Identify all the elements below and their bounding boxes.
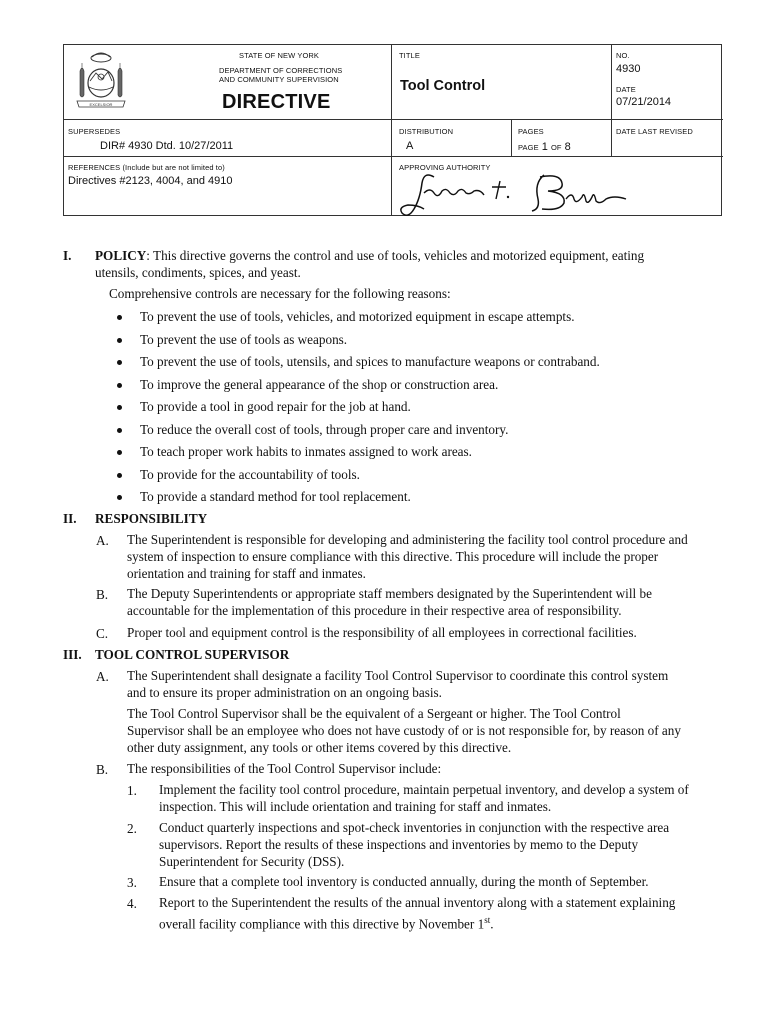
section-heading: RESPONSIBILITY (95, 511, 208, 526)
paragraph-line: Proper tool and equipment control is the responsibility of all employees in correctional facilities. (127, 625, 637, 640)
supersedes-label: SUPERSEDES (68, 127, 121, 136)
page-indicator (518, 141, 571, 153)
list-item: To prevent the use of tools as weapons. (140, 331, 348, 347)
punctuation: . (490, 916, 494, 932)
title-label: TITLE (399, 51, 420, 60)
list-item: To provide a tool in good repair for the job at hand. (140, 399, 411, 414)
signature-image (394, 169, 634, 219)
page-prefix: PAGE (518, 143, 539, 152)
bullet-icon (117, 473, 122, 478)
policy-text: utensils, condiments, spices, and yeast. (95, 265, 301, 280)
divider (64, 156, 723, 157)
paragraph-line: Supervisor shall be an employee who does not have custody of or is not responsible for, by reason of any (127, 723, 681, 738)
list-item: To prevent the use of tools, vehicles, and motorized equipment in escape attempts. (140, 309, 575, 324)
paragraph-line: The Tool Control Supervisor shall be the equivalent of a Sergeant or higher. The Tool Control (127, 706, 621, 721)
item-number: 1. (127, 783, 137, 798)
list-item-line: Ensure that a complete tool inventory is conducted annually, during the month of September. (159, 874, 649, 889)
list-item: To improve the general appearance of the shop or construction area. (140, 376, 499, 392)
date-label: DATE (616, 85, 636, 94)
divider (611, 45, 612, 156)
paragraph-line: system of inspection to ensure compliance with this directive. This procedure will include the proper (127, 549, 659, 564)
section-number: II. (63, 511, 77, 526)
item-label: A. (96, 669, 109, 684)
distribution-label: DISTRIBUTION (399, 127, 454, 136)
policy-paragraph-line (95, 248, 644, 265)
state-seal-icon (72, 51, 130, 113)
divider (511, 119, 512, 156)
references-label: REFERENCES (Include but are not limited to) (68, 163, 225, 172)
item-number: 4. (127, 896, 137, 911)
department-line-2: AND COMMUNITY SUPERVISION (219, 75, 339, 84)
paragraph-line: The Deputy Superintendents or appropriate staff members designated by the Superintendent will be (127, 586, 652, 601)
number-label: NO. (616, 51, 630, 60)
bullet-icon (117, 495, 122, 500)
supersedes-value: DIR# 4930 Dtd. 10/27/2011 (100, 140, 234, 152)
list-item-line: supervisors. Report the results of these inspections and inventories by memo to the Deputy (159, 837, 639, 852)
list-item: To provide a standard method for tool replacement. (140, 489, 411, 504)
list-item-line: Conduct quarterly inspections and spot-check inventories in conjunction with the respective area (159, 820, 670, 835)
directive-header (63, 44, 722, 216)
section-heading: POLICY (95, 248, 147, 263)
superscript: st (484, 915, 491, 925)
bullet-icon (117, 338, 122, 343)
item-number: 3. (127, 875, 137, 890)
item-label: B. (96, 587, 109, 602)
page-total: 8 (564, 141, 571, 153)
section-number: III. (63, 647, 82, 662)
bullet-icon (117, 450, 122, 455)
item-label: B. (96, 762, 109, 777)
page-of: OF (550, 143, 562, 152)
paragraph-line: The Superintendent is responsible for developing and administering the facility tool control procedure and (127, 532, 688, 547)
page-number: 1 (541, 141, 548, 153)
divider (64, 119, 723, 120)
paragraph-line: other duty assignment, any tools or other items covered by this directive. (127, 740, 512, 755)
list-item: To teach proper work habits to inmates assigned to work areas. (140, 444, 472, 459)
list-item: To reduce the overall cost of tools, through proper care and inventory. (140, 421, 509, 437)
list-item-line: Superintendent for Security (DSS). (159, 854, 345, 869)
date-revised-label: DATE LAST REVISED (616, 127, 693, 136)
list-item-line: Report to the Superintendent the results of the annual inventory along with a statement explaining (159, 895, 676, 910)
distribution-value: A (406, 140, 414, 152)
department-line-1: DEPARTMENT OF CORRECTIONS (219, 66, 343, 75)
divider (391, 45, 392, 216)
section-number: I. (63, 248, 72, 263)
policy-text: : This directive governs the control and use of tools, vehicles and motorized equipment, eating (146, 248, 645, 263)
list-item: To prevent the use of tools, utensils, and spices to manufacture weapons or contraband. (140, 354, 600, 369)
list-item-line: inspection. This will include orientation and training for staff and inmates. (159, 799, 552, 814)
list-item-text: overall facility compliance with this directive by November 1 (159, 916, 485, 932)
list-item-line: Implement the facility tool control procedure, maintain perpetual inventory, and develop a system of (159, 782, 689, 797)
item-number: 2. (127, 821, 137, 836)
state-name: STATE OF NEW YORK (239, 51, 320, 60)
bullet-icon (117, 383, 122, 388)
pages-label: PAGES (518, 127, 544, 136)
bullet-icon (117, 428, 122, 433)
paragraph-line: accountable for the implementation of this procedure in their respective area of responsibility. (127, 603, 622, 618)
list-item: To provide for the accountability of tools. (140, 466, 360, 482)
number-value: 4930 (616, 63, 641, 75)
date-value: 07/21/2014 (616, 96, 672, 108)
title-value: Tool Control (400, 78, 486, 94)
bullet-icon (117, 315, 122, 320)
bullet-icon (117, 405, 122, 410)
paragraph-line: The Superintendent shall designate a facility Tool Control Supervisor to coordinate this control system (127, 668, 669, 683)
policy-intro: Comprehensive controls are necessary for the following reasons: (109, 286, 451, 301)
approving-authority-label: APPROVING AUTHORITY (399, 163, 491, 172)
doc-type-title: DIRECTIVE (222, 91, 331, 113)
svg-text:EXCELSIOR: EXCELSIOR (89, 102, 113, 107)
item-label: A. (96, 533, 109, 548)
list-item-line (159, 912, 494, 933)
paragraph-line: The responsibilities of the Tool Control Supervisor include: (127, 761, 442, 776)
references-value: Directives #2123, 4004, and 4910 (68, 175, 233, 187)
bullet-icon (117, 360, 122, 365)
paragraph-line: orientation and training for staff and inmates. (127, 566, 366, 581)
item-label: C. (96, 626, 109, 641)
section-heading: TOOL CONTROL SUPERVISOR (95, 647, 290, 662)
paragraph-line: and to ensure its proper administration on an ongoing basis. (127, 685, 442, 700)
